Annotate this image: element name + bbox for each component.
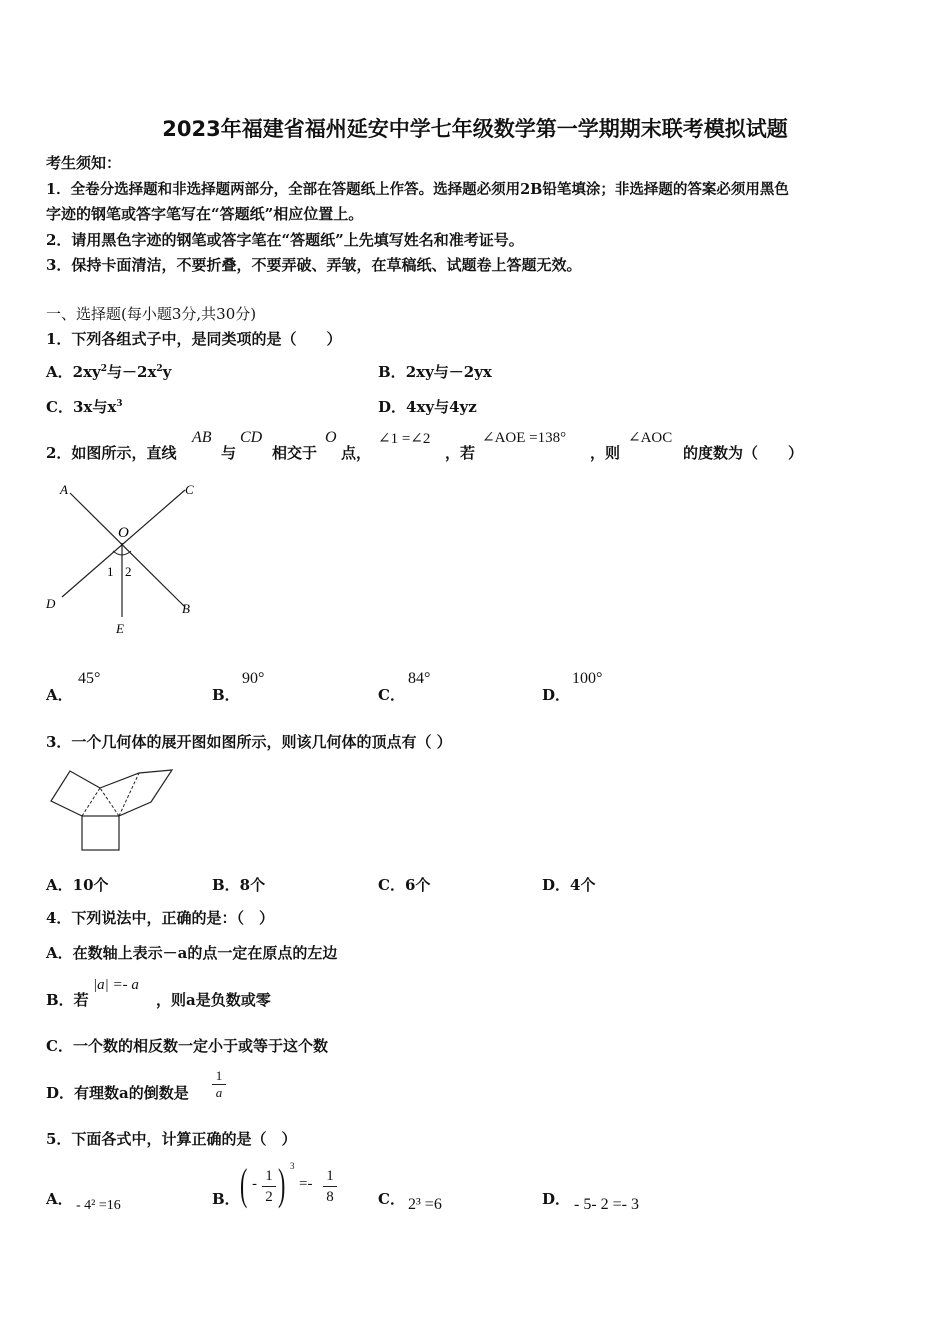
- q2-stem-2: 与: [221, 444, 237, 462]
- q2-option-b-value: 90°: [242, 670, 265, 687]
- q3-option-c: C．6个: [378, 876, 431, 894]
- q4-option-b-expr: |a| =- a: [93, 977, 139, 993]
- q2-aoe: ∠AOE =138°: [482, 430, 567, 446]
- paren-open: (: [240, 1160, 248, 1209]
- q2-stem-6: ，则: [590, 444, 621, 462]
- q2-aoc: ∠AOC: [628, 430, 673, 446]
- q4-fraction: [212, 1068, 226, 1101]
- expr: y: [162, 363, 172, 381]
- notice-line-1b: 字迹的钢笔或答字笔写在“答题纸”相应位置上。: [46, 205, 364, 223]
- notice-heading: 考生须知：: [46, 154, 122, 172]
- net-square: [82, 816, 119, 850]
- section-heading: 一、选择题(每小题3分,共30分): [46, 305, 257, 323]
- q2-ab: AB: [192, 429, 212, 446]
- expr: 3x与x: [72, 398, 117, 416]
- exponent: 3: [290, 1161, 295, 1171]
- page-title: 2023年福建省福州延安中学七年级数学第一学期期末联考模拟试题: [162, 117, 788, 141]
- q5-option-d-expr: - 5- 2 =- 3: [574, 1196, 640, 1213]
- fraction-numerator: 1: [326, 1168, 334, 1184]
- q5-option-a-label: A．: [46, 1190, 73, 1208]
- q2-option-c-value: 84°: [408, 670, 431, 687]
- fraction-denominator: 2: [262, 1186, 276, 1207]
- label-2: 2: [125, 564, 132, 579]
- label-d: D: [46, 596, 56, 611]
- net-right-face: [100, 770, 172, 816]
- q2-option-c-label: C．: [378, 686, 405, 704]
- q2-figure: [40, 475, 220, 640]
- fraction-numerator: 1: [215, 1068, 223, 1083]
- result-fraction: [323, 1166, 337, 1207]
- label-e: E: [116, 621, 124, 636]
- line-ab: [70, 493, 185, 607]
- fold-line: [100, 788, 119, 816]
- q1-option-d: [378, 396, 477, 417]
- label-1: 1: [107, 564, 114, 579]
- sup: 3: [116, 399, 123, 409]
- q4-option-d-label: D．有理数a的倒数是: [46, 1084, 189, 1102]
- q3-stem: 3．一个几何体的展开图如图所示，则该几何体的顶点有（ ）: [46, 733, 452, 751]
- q2-cd: CD: [240, 429, 263, 446]
- q4-option-a: A．在数轴上表示－a的点一定在原点的左边: [46, 944, 338, 962]
- notice-line-3: 3．保持卡面清洁，不要折叠，不要弄破、弄皱，在草稿纸、试题卷上答题无效。: [46, 256, 582, 274]
- q2-stem-1: 2．如图所示，直线: [46, 444, 177, 462]
- notice-line-2: 2．请用黑色字迹的钢笔或答字笔在“答题纸”上先填写姓名和准考证号。: [46, 231, 524, 249]
- sup: 2: [100, 364, 108, 374]
- equals: =-: [299, 1176, 313, 1192]
- option-label: A．: [46, 363, 73, 381]
- q5-option-a-expr: - 4² =16: [76, 1198, 121, 1213]
- q1-stem: 1．下列各组式子中，是同类项的是（ ）: [46, 330, 342, 348]
- q1-option-a: [46, 361, 171, 382]
- q4-option-b-label: B．若: [46, 991, 89, 1009]
- q5-option-b-expr: [240, 1160, 350, 1213]
- q3-option-d: D．4个: [542, 876, 596, 894]
- fraction-denominator: 8: [323, 1186, 337, 1207]
- option-label: B．: [378, 363, 406, 381]
- q5-option-c-label: C．: [378, 1190, 405, 1208]
- option-label: D．: [378, 398, 407, 416]
- q1-option-c: [46, 396, 123, 417]
- q2-stem-7: 的度数为（ ）: [683, 444, 804, 462]
- q4-option-b-tail: ，则a是负数或零: [156, 991, 271, 1009]
- q2-option-d-label: D．: [542, 686, 571, 704]
- q5-stem: 5．下面各式中，计算正确的是（ ）: [46, 1130, 297, 1148]
- expr: 2xy与－2yx: [405, 363, 492, 381]
- q2-stem-5: ，若: [445, 444, 476, 462]
- fraction-numerator: 1: [265, 1168, 273, 1184]
- minus-sign: -: [252, 1176, 257, 1192]
- label-c: C: [185, 482, 194, 497]
- q1-option-b: [378, 361, 492, 382]
- q2-stem-4: 点，: [341, 444, 372, 462]
- q2-option-a-label: A．: [46, 686, 73, 704]
- q2-angles: ∠1 =∠2: [378, 431, 431, 447]
- q2-stem-3: 相交于: [272, 444, 318, 462]
- expr: 2xy: [72, 363, 101, 381]
- fold-line: [82, 788, 100, 816]
- q5-option-b-label: B．: [212, 1190, 240, 1208]
- paren-close: ): [278, 1160, 286, 1209]
- q5-option-d-label: D．: [542, 1190, 571, 1208]
- line-cd: [62, 490, 185, 597]
- notice-line-1: 1．全卷分选择题和非选择题两部分，全部在答题纸上作答。选择题必须用2B铅笔填涂；非选择题的答案必须用黑色: [46, 181, 789, 198]
- q5-option-c-expr: 2³ =6: [408, 1196, 442, 1213]
- option-label: C．: [46, 398, 73, 416]
- label-a: A: [60, 482, 68, 497]
- fraction: [262, 1166, 276, 1207]
- q2-option-d-value: 100°: [572, 670, 603, 687]
- q4-stem: 4．下列说法中，正确的是：（ ）: [46, 909, 274, 927]
- q2-option-b-label: B．: [212, 686, 240, 704]
- fraction-denominator: a: [212, 1084, 226, 1101]
- label-b: B: [182, 601, 190, 616]
- q3-option-a: A．10个: [46, 876, 109, 894]
- q3-net-figure: [45, 764, 180, 856]
- q4-option-c: C．一个数的相反数一定小于或等于这个数: [46, 1037, 328, 1055]
- q2-option-a-value: 45°: [78, 670, 101, 687]
- q2-o: O: [325, 429, 337, 446]
- expr: 4xy与4yz: [406, 398, 477, 416]
- expr: 与－2x: [107, 363, 157, 381]
- label-o: O: [118, 525, 129, 541]
- q3-option-b: B．8个: [212, 876, 266, 894]
- sup: 2: [156, 364, 163, 374]
- net-left-face: [51, 771, 100, 816]
